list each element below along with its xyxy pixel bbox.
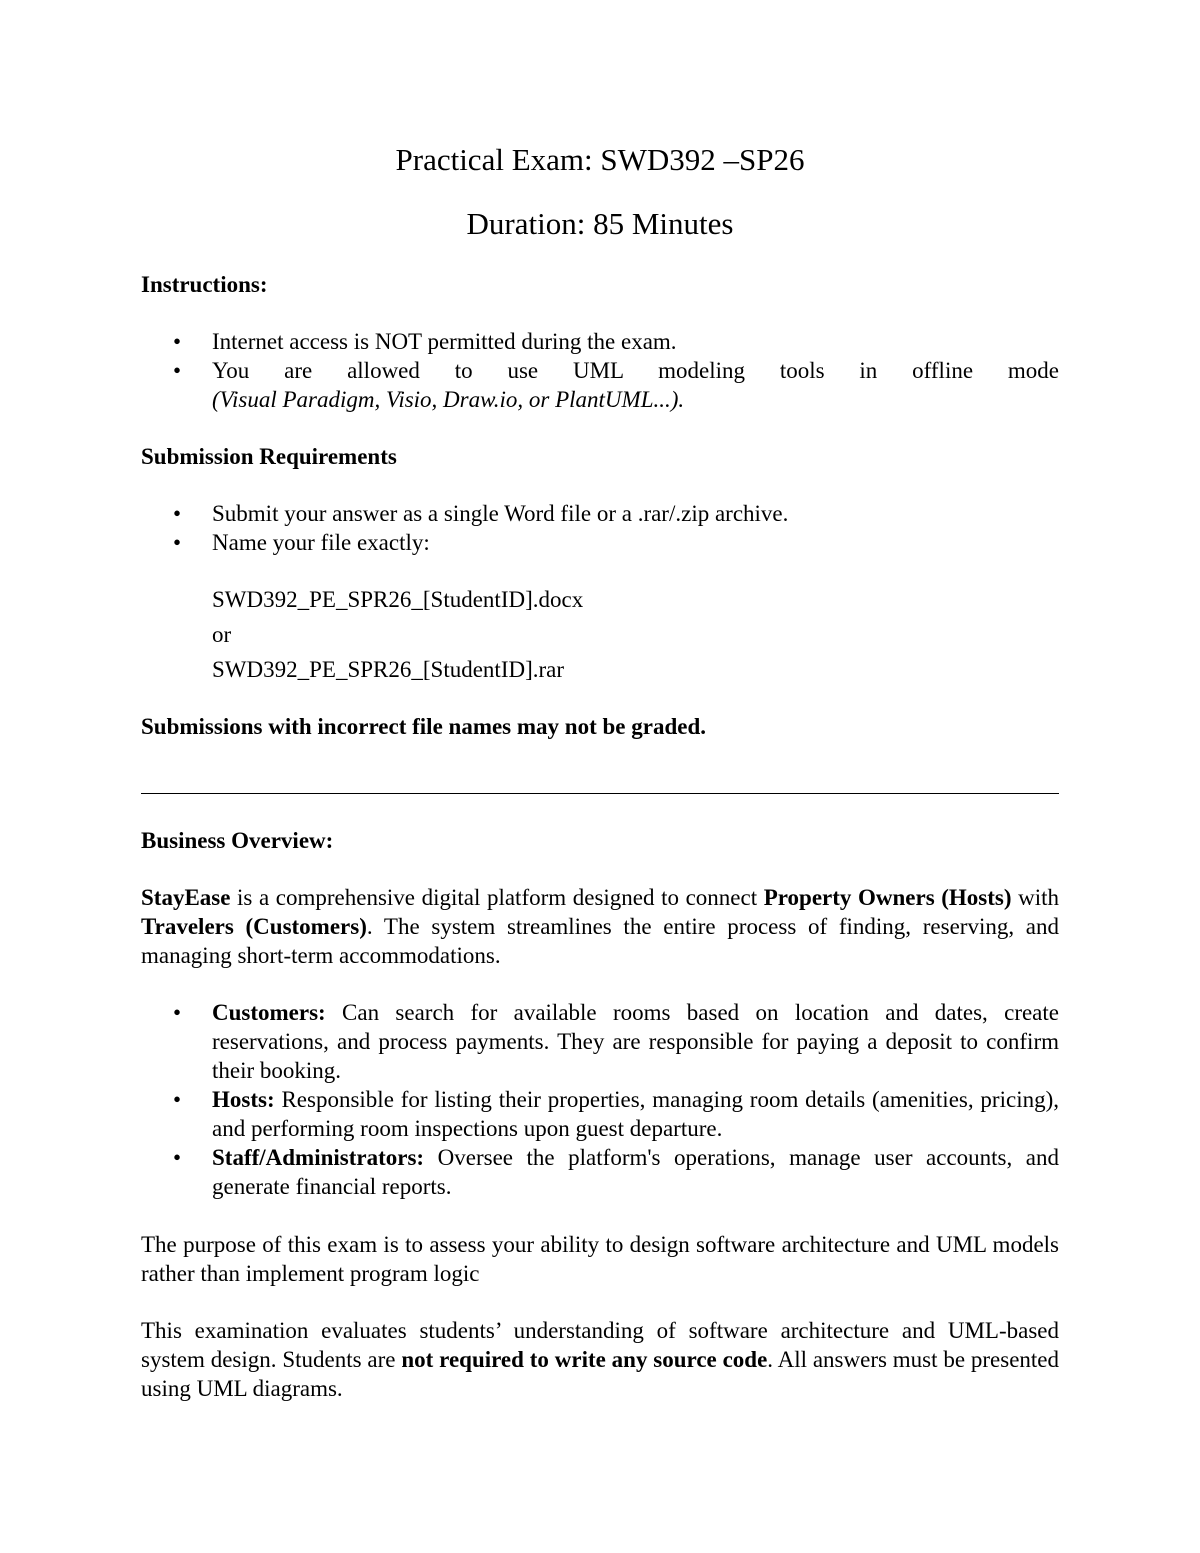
roles-list [141, 998, 1059, 1201]
instruction-item [141, 327, 1059, 356]
filename-docx: SWD392_PE_SPR26_[StudentID].docx [212, 587, 584, 612]
submission-text: Submit your answer as a single Word file or a .rar/.zip archive. [212, 501, 789, 526]
submission-item [141, 499, 1059, 528]
filename-or: or [212, 622, 232, 647]
role-label: Staff/Administrators: [212, 1145, 425, 1170]
section-divider [141, 793, 1059, 794]
submission-warning: Submissions with incorrect file names may not be graded. [141, 714, 706, 739]
submission-list [141, 499, 1059, 557]
role-label: Customers: [212, 1000, 326, 1025]
submission-item [141, 528, 1059, 557]
bullet-icon: • [173, 1000, 182, 1025]
submission-heading: Submission Requirements [141, 444, 397, 469]
role-label: Hosts: [212, 1087, 275, 1112]
purpose-paragraph: The purpose of this exam is to assess your ability to design software architecture and UML models rather than implement program logic [141, 1232, 1059, 1286]
instruction-text: You are allowed to use UML modeling tools in offline mode [212, 358, 1059, 383]
instruction-tools: (Visual Paradigm, Visio, Draw.io, or PlantUML...). [212, 387, 685, 412]
business-heading: Business Overview: [141, 828, 334, 853]
bullet-icon: • [173, 358, 182, 383]
role-text: Responsible for listing their properties, managing room details (amenities, pricing), and performing room inspections upon guest departure. [212, 1087, 1059, 1141]
no-code-emphasis: not required to write any source code [401, 1347, 768, 1372]
instruction-text: Internet access is NOT permitted during the exam. [212, 329, 677, 354]
role-text: Can search for available rooms based on location and dates, create reservations, and process payments. They are responsible for paying a deposit to confirm their booking. [212, 1000, 1059, 1083]
exam-title: Practical Exam: SWD392 –SP26 [395, 142, 805, 177]
role-item-customers [141, 998, 1059, 1085]
instructions-list [141, 327, 1059, 414]
submission-text: Name your file exactly: [212, 530, 430, 555]
business-intro: StayEase is a comprehensive digital platform designed to connect Property Owners (Hosts) with Travelers (Customers). The system streamlines the entire process of finding, reserving, and managing short-term accommodations. [141, 885, 1060, 968]
bullet-icon: • [173, 530, 182, 555]
instruction-item [141, 356, 1059, 414]
role-item-hosts [141, 1085, 1059, 1143]
role-travelers: Travelers (Customers) [141, 914, 367, 939]
role-item-staff [141, 1143, 1059, 1201]
filename-rar: SWD392_PE_SPR26_[StudentID].rar [212, 657, 565, 682]
role-text: Oversee the platform's operations, manage user accounts, and generate financial reports. [212, 1145, 1059, 1199]
bullet-icon: • [173, 1145, 182, 1170]
brand-name: StayEase [141, 885, 231, 910]
instructions-heading: Instructions: [141, 272, 268, 297]
exam-duration: Duration: 85 Minutes [466, 206, 734, 241]
bullet-icon: • [173, 329, 182, 354]
bullet-icon: • [173, 501, 182, 526]
role-owners: Property Owners (Hosts) [763, 885, 1012, 910]
bullet-icon: • [173, 1087, 182, 1112]
evaluation-paragraph: This examination evaluates students’ understanding of software architecture and UML-based system design. Students are not required to write any source code. All answers must be presented using UML diagrams. [141, 1318, 1060, 1401]
